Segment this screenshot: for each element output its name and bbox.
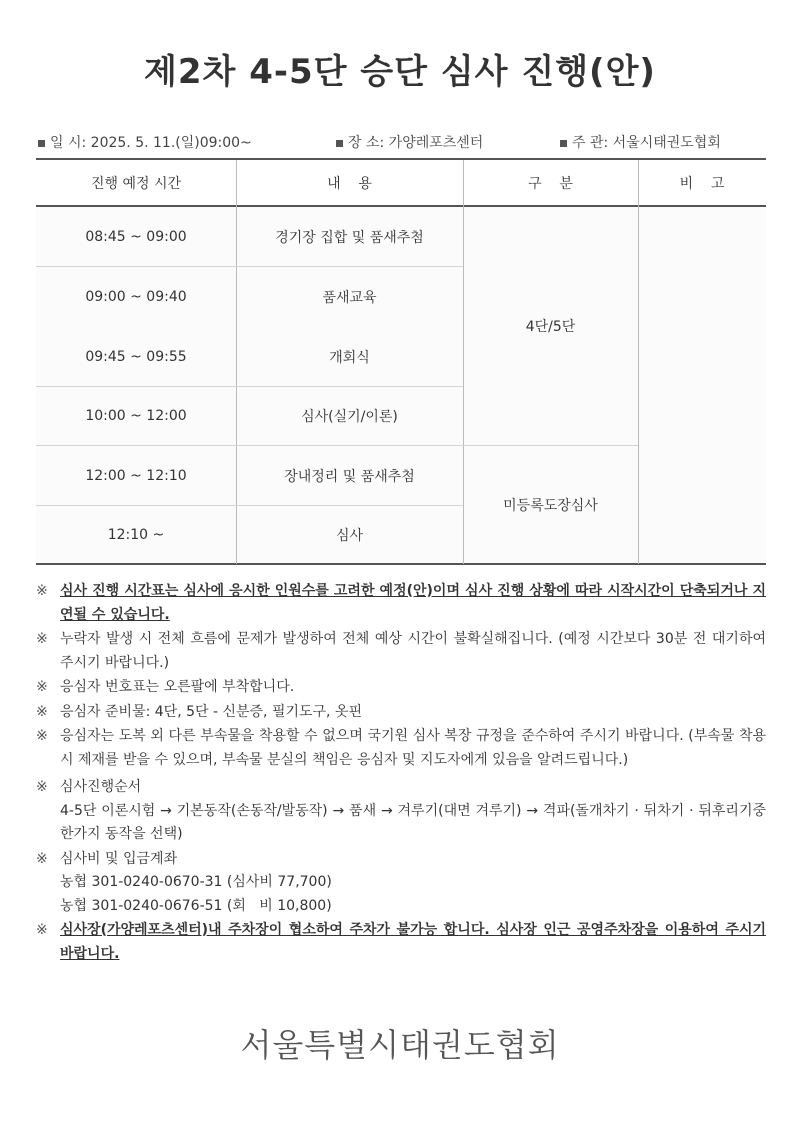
row-time: 12:10 ~ [107,526,165,543]
note-text: 심사 진행 시간표는 심사에 응시한 인원수를 고려한 예정(안)이며 심사 진행 상황에 따라 시작시간이 단축되거나 지연될 수 있습니다. [60,583,766,623]
row-time: 09:00 ~ 09:40 [85,288,187,305]
header-content: 내 용 [327,175,372,192]
meta-host-text: 주 관: 서울시태권도협회 [572,135,721,151]
note-item [36,676,766,700]
parking-text: 심사장(가양레포츠센터)내 주차장이 협소하여 주차가 불가능 합니다. 심사장 인근 공영주차장을 이용하여 주시기 바랍니다. [60,922,766,962]
note-item [36,725,766,772]
procedure-title: 심사진행순서 [60,779,142,795]
note-mark: ※ [36,850,48,867]
row-content: 개회식 [329,349,370,366]
note-mark: ※ [36,583,48,599]
meta-place [336,132,483,152]
notes-section [36,580,766,967]
header-time: 진행 예정 시간 [90,175,182,192]
note-mark: ※ [36,728,48,744]
meta-date-text: 일 시: 2025. 5. 11.(일)09:00~ [50,135,252,151]
note-mark: ※ [36,703,48,720]
note-mark: ※ [36,631,48,647]
note-mark: ※ [36,779,48,795]
row-content: 경기장 집합 및 품새추첨 [275,229,424,246]
row-time: 09:45 ~ 09:55 [85,348,187,365]
bullet-square-icon [560,140,567,147]
note-text: 응심자는 도복 외 다른 부속물을 착용할 수 없으며 국기원 심사 복장 규정을 준수하여 주시기 바랍니다. (부속물 착용 시 제재를 받을 수 있으며, 부속물 분실의 책임은 응심자 및 지도자에게 있음을 알려드립니다.) [60,728,766,768]
note-item [36,580,766,627]
meta-place-text: 장 소: 가양레포츠센터 [348,135,484,151]
category-cell-1: 4단/5단 [525,319,576,335]
row-time: 10:00 ~ 12:00 [85,408,187,424]
note-text: 응심자 준비물: 4단, 5단 - 신분증, 필기도구, 옷핀 [60,703,362,720]
row-content: 심사 [335,527,364,544]
fee-title: 심사비 및 입금계좌 [60,850,178,867]
note-item [36,628,766,675]
note-text: 누락자 발생 시 전체 흐름에 문제가 발생하여 전체 예상 시간이 불확실해집니다. (예정 시간보다 30분 전 대기하여 주시기 바랍니다.) [60,631,766,671]
parking-note [36,919,766,966]
meta-host [560,132,721,152]
procedure-text: 4-5단 이론시험 → 기본동작(손동작/발동작) → 품새 → 겨루기(대면 겨루기) → 격파(돌개차기 · 뒤차기 · 뒤후리기중 한가지 동작을 선택) [60,802,766,842]
row-time: 08:45 ~ 09:00 [85,228,187,245]
row-content: 장내정리 및 품새추첨 [284,468,415,485]
note-mark: ※ [36,922,48,938]
note-item [36,701,766,725]
page-title: 제2차 4-5단 승단 심사 진행(안) [144,52,656,92]
row-content: 심사(실기/이론) [301,409,398,425]
category-cell-2: 미등록도장심사 [503,497,598,514]
bullet-square-icon [38,140,45,147]
row-content: 품새교육 [322,289,377,306]
col-divider [638,160,639,564]
meta-date [38,132,252,152]
organization-footer: 서울특별시태권도협회 [240,1026,560,1064]
note-mark: ※ [36,679,48,695]
fee-account-1: 농협 301-0240-0670-31 (심사비 77,700) [60,874,332,890]
note-text: 응심자 번호표는 오른팔에 부착합니다. [60,679,295,695]
table-bottom-rule [36,563,766,565]
bullet-square-icon [336,140,343,147]
fee-account-2: 농협 301-0240-0676-51 (회 비 10,800) [60,897,332,914]
fee-note [36,848,766,919]
procedure-note [36,776,766,847]
header-remarks: 비 고 [679,175,725,192]
header-category: 구 분 [528,175,573,192]
row-time: 12:00 ~ 12:10 [85,467,187,484]
